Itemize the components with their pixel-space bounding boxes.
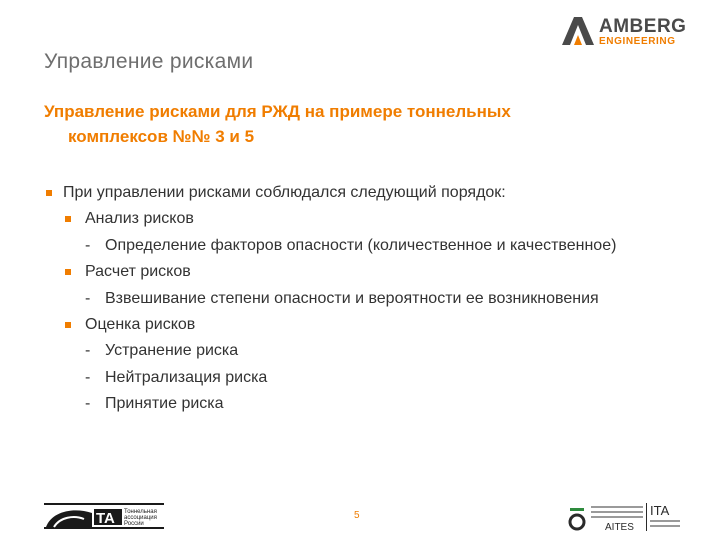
subtitle-line-2: комплексов №№ 3 и 5 (68, 127, 255, 146)
aites-text: AITES (605, 522, 634, 532)
list-subitem (44, 338, 704, 364)
amberg-a-icon (562, 17, 594, 45)
subtitle-line-1: Управление рисками для РЖД на примере тоннельных (44, 102, 511, 121)
list-subitem (44, 286, 704, 312)
subitem-text: Нейтрализация риска (105, 368, 268, 386)
bullet-icon (65, 322, 71, 328)
list-item (44, 312, 704, 338)
bullet-icon (65, 269, 71, 275)
dash-icon: - (85, 342, 91, 360)
logo-word: AMBERG (599, 16, 687, 37)
ta-caption-1: Тоннельная (124, 509, 157, 515)
list-subitem (44, 391, 704, 417)
bullet-icon (46, 190, 52, 196)
slide-subtitle (44, 99, 644, 149)
intro-text: При управлении рисками соблюдался следующий порядок: (63, 184, 506, 201)
item-label: Расчет рисков (85, 263, 191, 281)
logo-subtitle: ENGINEERING (599, 36, 676, 47)
ta-caption-2: ассоциация (124, 515, 157, 521)
bullet-list (44, 180, 704, 418)
subitem-text: Взвешивание степени опасности и вероятности ее возникновения (105, 289, 599, 307)
item-label: Анализ рисков (85, 210, 194, 228)
list-subitem (44, 365, 704, 391)
item-label: Оценка рисков (85, 315, 196, 333)
list-subitem (44, 233, 704, 259)
list-item (44, 180, 704, 206)
subitem-text: Устранение риска (105, 342, 239, 360)
subitem-text: Принятие риска (105, 395, 224, 413)
dash-icon: - (85, 289, 91, 307)
page-title: Управление рисками (44, 50, 254, 73)
dash-icon: - (85, 395, 91, 413)
subitem-text: Определение факторов опасности (количественное и качественное) (105, 236, 617, 254)
tunnel-icon (44, 503, 164, 529)
dash-icon: - (85, 236, 91, 254)
ta-caption-3: России (124, 521, 144, 527)
ita-text: ITA (650, 503, 670, 518)
dash-icon: - (85, 368, 91, 386)
list-item (44, 206, 704, 232)
amberg-logo (562, 16, 687, 47)
ta-logo-text: TA (96, 510, 115, 527)
ita-emblem-icon (567, 500, 687, 532)
ita-logo (567, 500, 687, 532)
ta-logo (44, 503, 164, 529)
list-item (44, 259, 704, 285)
bullet-icon (65, 216, 71, 222)
page-number: 5 (354, 510, 360, 521)
